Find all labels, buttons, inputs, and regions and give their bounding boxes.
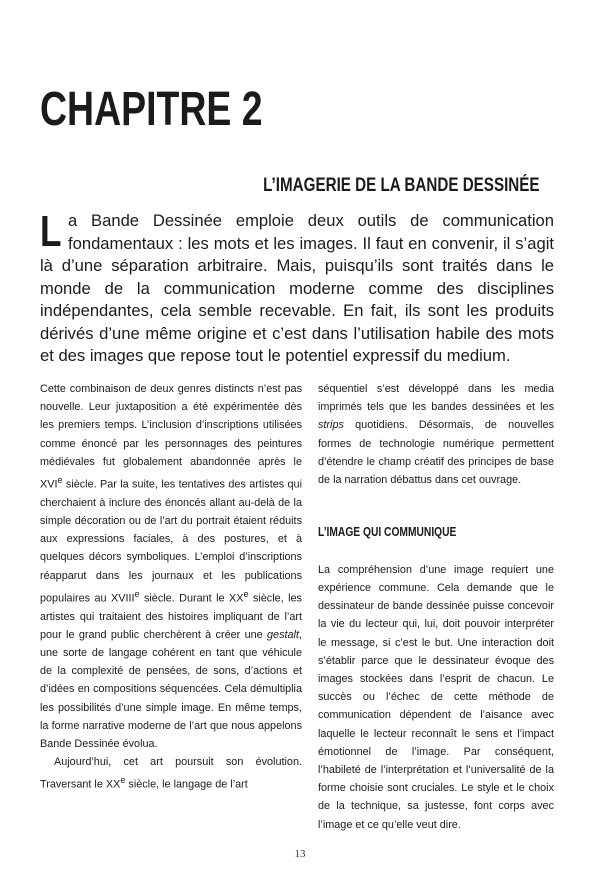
text-run: siècle. Durant le XX xyxy=(139,592,244,605)
body-paragraph xyxy=(40,753,302,794)
section-heading: L’IMAGE QUI COMMUNIQUE xyxy=(318,525,457,540)
superscript: e xyxy=(243,588,249,599)
text-run: siècle, le langage de l’art xyxy=(125,779,248,792)
superscript: e xyxy=(120,775,126,786)
intro-paragraph xyxy=(40,207,554,368)
body-paragraph xyxy=(40,380,302,753)
superscript: e xyxy=(134,588,140,599)
text-run: séquentiel s’est développé dans les media imprimés tels que les bandes dessinées et les xyxy=(318,383,554,414)
text-run: siècle, les artistes qui traitaient des histoires impliquant de l’art pour le grand public cherchèrent à créer une xyxy=(40,592,302,641)
chapter-title: CHAPITRE 2 xyxy=(40,83,263,136)
text-run: Aujourd’hui, cet art poursuit son évolution. Traversant le XX xyxy=(40,756,302,792)
right-column xyxy=(318,380,554,834)
body-paragraph: La compréhension d’une image requiert une expérience commune. Cela demande que le dessinateur de bande dessinée puisse concevoir la vie du lecteur qui, lui, doit pouvoir interpréter le message, si c’est le but. Une interaction doit s’établir parce que le dessinateur évoque des images stockées dans l’esprit de chacun. Le succès ou l’échec de cette méthode de communication dépendent de l’aisance avec laquelle le lecteur reconnaît le sens et l’impact émotionnel de l’image. Par conséquent, l’habileté de l’interprétation et l’universalité de la forme choisie sont cruciales. Le style et le choix de la technique, sa justesse, font corps avec l’image et ce qu’elle veut dire. xyxy=(318,563,554,831)
emphasis: gestalt xyxy=(267,628,299,641)
left-column xyxy=(40,380,302,794)
emphasis: strips xyxy=(318,419,344,432)
superscript: e xyxy=(57,475,63,486)
text-run: , une sorte de langage cohérent en tant que véhicule de la complexité de pensées, de sons, d’actions et d’idées en compositions séquencées. Cela démultiplia les possibilités d’une simple image. En même temps, la forme narrative moderne de l’art que nous appelons Bande Dessinée évolua. xyxy=(40,628,302,751)
text-run: Cette combinaison de deux genres distincts n’est pas nouvelle. Leur juxtaposition a été expérimentée dès les premiers temps. L’inclusion d’inscriptions utilisées comme énoncé par les personnages des peintures médiévales fut globalement abandonnée après le XVI xyxy=(40,383,302,491)
page-number: 13 xyxy=(294,848,306,860)
body-paragraph xyxy=(318,380,554,489)
chapter-subtitle: L’IMAGERIE DE LA BANDE DESSINÉE xyxy=(263,175,540,196)
text-run: quotidiens. Désormais, de nouvelles formes de technologie numérique permettent d’étendre le champ créatif des principes de base de la narration débattus dans cet ouvrage. xyxy=(318,419,554,487)
intro-text: a Bande Dessinée emploie deux outils de communication fondamentaux : les mots et les images. Il faut en convenir, il s’agit là d’une séparation arbitraire. Mais, puisqu’ils sont traités dans le monde de la communication moderne comme des disciplines indépendantes, cela semble recevable. En fait, ils sont les produits dérivés d’une même origine et c’est dans l’utilisation habile des mots et des images que repose tout le potentiel expressif du medium. xyxy=(40,211,554,365)
text-run: siècle. Par la suite, les tentatives des artistes qui cherchaient à inclure des énoncés allant au-delà de la simple décoration ou de l’art du portrait étaient réduits aux expressions faciales, à des postures, et à quelques décors symboliques. L’emploi d’inscriptions réapparut dans les journaux et les publications populaires au XVIII xyxy=(40,478,302,605)
drop-cap: L xyxy=(40,207,62,256)
